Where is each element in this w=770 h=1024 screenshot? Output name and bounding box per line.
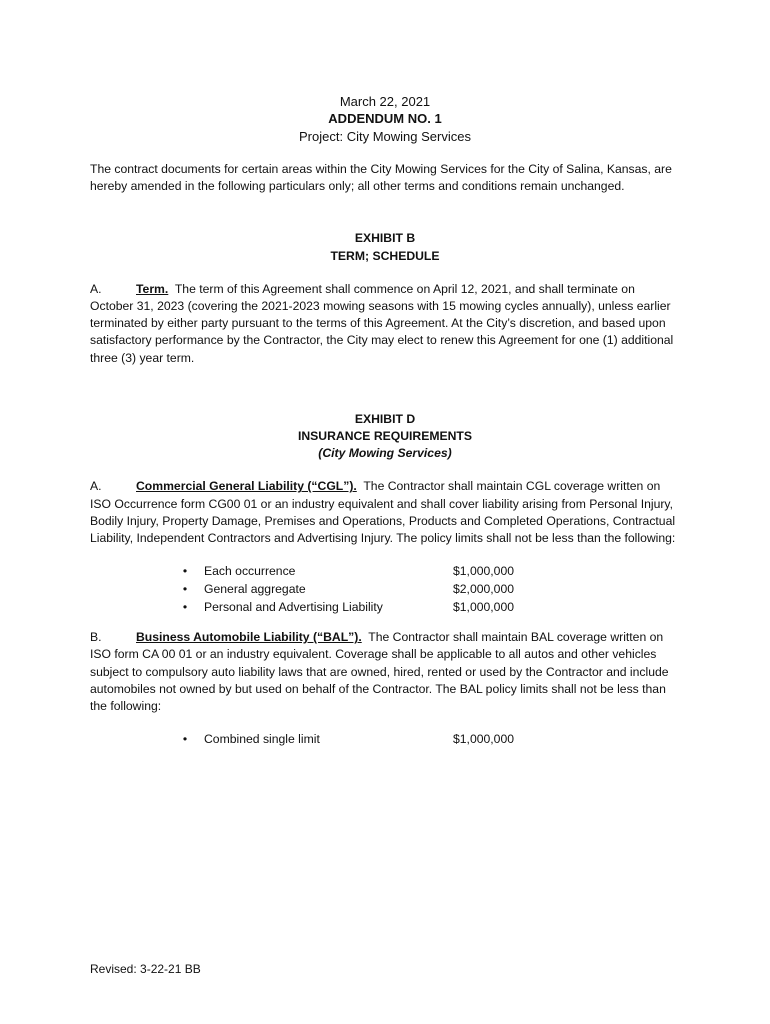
- limit-amount: $1,000,000: [453, 564, 514, 579]
- project-title: Project: City Mowing Services: [299, 129, 471, 144]
- limit-amount: $2,000,000: [453, 582, 514, 597]
- document-page: [90, 93, 680, 749]
- exhibit-b-subtitle: TERM; SCHEDULE: [330, 248, 440, 263]
- section-text: The term of this Agreement shall commence on April 12, 2021, and shall terminate on October 31, 2023 (covering the 2021-2023 mowing seasons with 15 mowing cycles annually), unless earlier terminated by either party pursuant to the terms of this Agreement. At the City’s discretion, and based upon satisfactory performance by the Contractor, the City may elect to renew this Agreement for one (1) additional three (3) year term.: [90, 281, 674, 365]
- limit-item: Combined single limit: [204, 732, 320, 747]
- bal-limits-list: [90, 731, 680, 749]
- bullet-icon: •: [182, 582, 188, 597]
- limit-item: Personal and Advertising Liability: [204, 600, 383, 615]
- list-item: [180, 563, 680, 581]
- limit-amount: $1,000,000: [453, 600, 514, 615]
- addendum-title: ADDENDUM NO. 1: [328, 111, 442, 126]
- bullet-icon: •: [182, 564, 188, 579]
- intro-paragraph: The contract documents for certain areas within the City Mowing Services for the City of Salina, Kansas, are hereby amended in the following particulars only; all other terms and conditions remain unchanged.: [90, 162, 672, 194]
- document-date: March 22, 2021: [339, 94, 431, 109]
- list-item: [180, 731, 680, 749]
- limit-item: Each occurrence: [204, 564, 296, 579]
- exhibit-d: [90, 411, 680, 749]
- section-label: B.: [90, 630, 102, 645]
- exhibit-d-section-a: [90, 478, 680, 547]
- section-heading: Commercial General Liability (“CGL”).: [136, 479, 357, 494]
- exhibit-d-subtitle-2: (City Mowing Services): [318, 446, 452, 461]
- section-heading: Term.: [136, 281, 169, 296]
- section-text: The Contractor shall maintain BAL coverage written on ISO form CA 00 01 or an industry equivalent. Coverage shall be applicable to all autos and other vehicles subject to compulsory auto liability laws that are owned, hired, rented or used by the Contractor and include automobiles not owned by but used on behalf of the Contractor. The BAL policy limits shall not be less than the following:: [90, 630, 669, 714]
- list-item: [180, 599, 680, 617]
- bullet-icon: •: [182, 600, 188, 615]
- section-label: A.: [90, 479, 102, 494]
- cgl-limits-list: [90, 563, 680, 617]
- exhibit-b: [90, 230, 680, 366]
- exhibit-b-section-a: [90, 281, 680, 367]
- list-item: [180, 581, 680, 599]
- exhibit-b-title: EXHIBIT B: [354, 231, 416, 246]
- limit-amount: $1,000,000: [453, 732, 514, 747]
- exhibit-d-title: EXHIBIT D: [354, 411, 416, 426]
- exhibit-d-section-b: [90, 629, 680, 715]
- section-label: A.: [90, 281, 102, 296]
- bullet-icon: •: [182, 732, 188, 747]
- section-text: The Contractor shall maintain CGL coverage written on ISO Occurrence form CG00 01 or an industry equivalent and shall cover liability arising from Personal Injury, Bodily Injury, Property Damage, Premises and Operations, Products and Completed Operations, Contractual Liability, Independent Contractors and Advertising Injury. The policy limits shall not be less than the following:: [90, 479, 676, 546]
- exhibit-d-subtitle: INSURANCE REQUIREMENTS: [297, 429, 473, 444]
- limit-item: General aggregate: [204, 582, 306, 597]
- revision-footer: Revised: 3-22-21 BB: [90, 962, 201, 976]
- section-heading: Business Automobile Liability (“BAL”).: [136, 630, 362, 645]
